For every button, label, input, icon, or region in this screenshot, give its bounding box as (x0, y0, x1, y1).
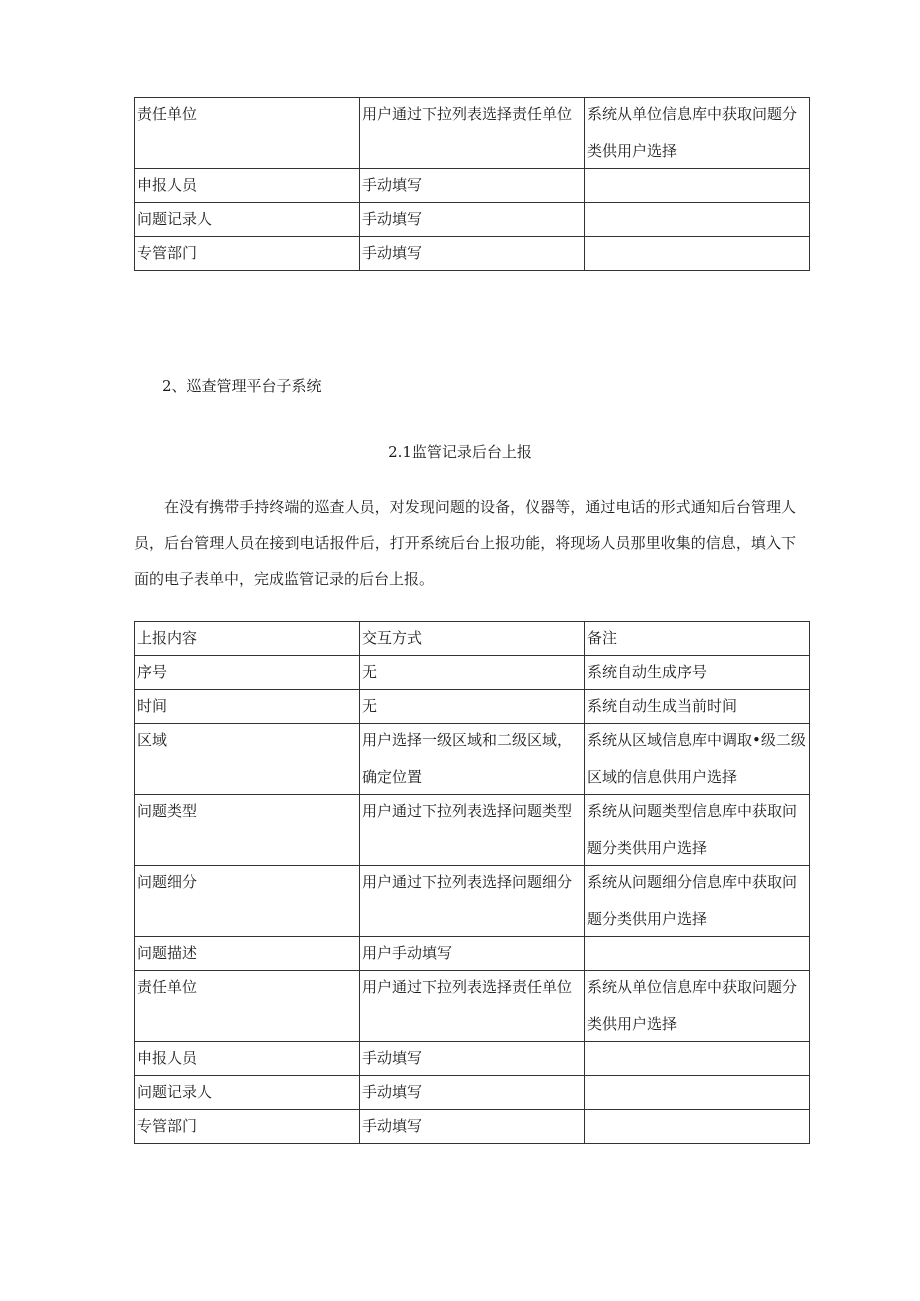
table-cell-note (585, 169, 810, 203)
table-row (135, 169, 810, 203)
table-cell-interaction: 手动填写 (360, 203, 585, 237)
table-cell-content: 申报人员 (135, 169, 360, 203)
table-cell-interaction: 无 (360, 656, 585, 690)
header-cell-content: 上报内容 (135, 622, 360, 656)
table-cell-note: 系统自动生成当前时间 (585, 690, 810, 724)
table-cell-content: 问题记录人 (135, 1076, 360, 1110)
table-row (135, 237, 810, 271)
table-cell-note: 系统从单位信息库中获取问题分类供用户选择 (585, 98, 810, 169)
table-header-row (135, 622, 810, 656)
header-cell-note: 备注 (585, 622, 810, 656)
table-cell-interaction: 无 (360, 690, 585, 724)
table-cell-interaction: 用户通过下拉列表选择责任单位 (360, 971, 585, 1042)
table-cell-note (585, 937, 810, 971)
table-cell-content: 序号 (135, 656, 360, 690)
table-row (135, 1110, 810, 1144)
table-row (135, 656, 810, 690)
table-cell-content: 区域 (135, 724, 360, 795)
table-cell-content: 问题描述 (135, 937, 360, 971)
table-cell-content: 专管部门 (135, 237, 360, 271)
table-cell-content: 专管部门 (135, 1110, 360, 1144)
table-row (135, 690, 810, 724)
subsection-heading: 2.1监管记录后台上报 (388, 443, 532, 461)
table-cell-content: 申报人员 (135, 1042, 360, 1076)
table-cell-content: 问题记录人 (135, 203, 360, 237)
table-cell-note: 系统从问题类型信息库中获取问题分类供用户选择 (585, 795, 810, 866)
table-row (135, 866, 810, 937)
table-cell-interaction: 手动填写 (360, 1110, 585, 1144)
report-fields-table (134, 621, 810, 1144)
table-cell-note: 系统自动生成序号 (585, 656, 810, 690)
table-row (135, 795, 810, 866)
body-paragraph: 在没有携带手持终端的巡查人员，对发现问题的设备，仪器等，通过电话的形式通知后台管理人员，后台管理人员在接到电话报件后，打开系统后台上报功能，将现场人员那里收集的信息，填入下面的电子表单中，完成监管记录的后台上报。 (134, 498, 796, 588)
header-cell-interaction: 交互方式 (360, 622, 585, 656)
section-heading: 2、巡查管理平台子系统 (162, 377, 322, 395)
table-row (135, 937, 810, 971)
table-cell-note (585, 1110, 810, 1144)
table-cell-note (585, 203, 810, 237)
table-cell-content: 责任单位 (135, 98, 360, 169)
table-cell-interaction: 手动填写 (360, 169, 585, 203)
table-cell-note: 系统从单位信息库中获取问题分类供用户选择 (585, 971, 810, 1042)
table-cell-content: 责任单位 (135, 971, 360, 1042)
table-row (135, 724, 810, 795)
table-cell-interaction: 用户选择一级区域和二级区域，确定位置 (360, 724, 585, 795)
table-cell-interaction: 用户通过下拉列表选择责任单位 (360, 98, 585, 169)
table-cell-interaction: 手动填写 (360, 237, 585, 271)
table-cell-interaction: 手动填写 (360, 1042, 585, 1076)
table-row (135, 971, 810, 1042)
table-cell-content: 问题细分 (135, 866, 360, 937)
table-row (135, 1076, 810, 1110)
table-cell-note: 系统从问题细分信息库中获取问题分类供用户选择 (585, 866, 810, 937)
table-cell-interaction: 手动填写 (360, 1076, 585, 1110)
table-row (135, 203, 810, 237)
table-cell-note (585, 1042, 810, 1076)
responsibility-table-continued (134, 97, 810, 271)
table-cell-interaction: 用户通过下拉列表选择问题类型 (360, 795, 585, 866)
table-cell-note: 系统从区域信息库中调取•级二级区域的信息供用户选择 (585, 724, 810, 795)
table-cell-content: 时间 (135, 690, 360, 724)
table-cell-note (585, 237, 810, 271)
table-row (135, 98, 810, 169)
table-cell-interaction: 用户手动填写 (360, 937, 585, 971)
table-cell-note (585, 1076, 810, 1110)
table-row (135, 1042, 810, 1076)
table-cell-content: 问题类型 (135, 795, 360, 866)
table-cell-interaction: 用户通过下拉列表选择问题细分 (360, 866, 585, 937)
